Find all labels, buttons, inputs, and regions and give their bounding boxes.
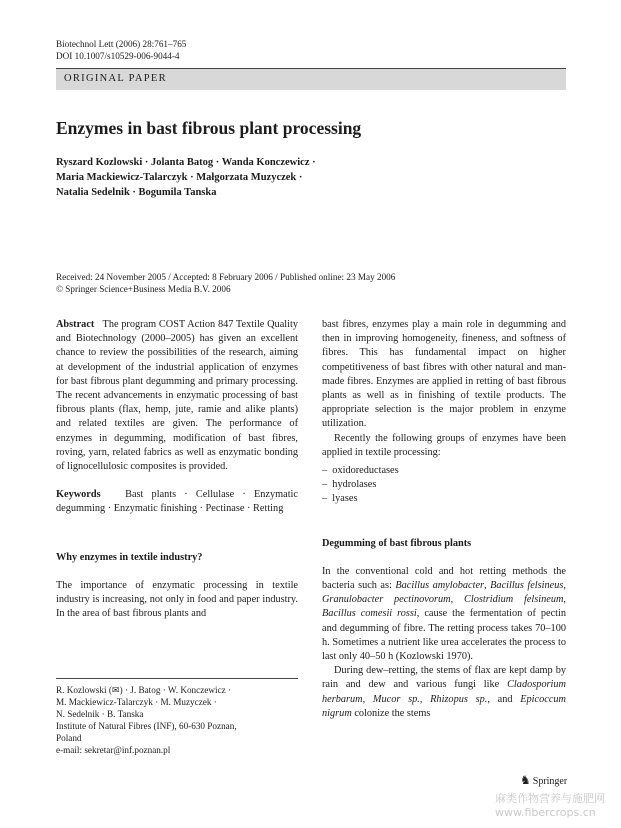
author-list — [56, 155, 316, 200]
abstract — [56, 318, 298, 474]
right-column — [322, 318, 566, 721]
section-label-bar — [56, 68, 566, 90]
doi-line: DOI 10.1007/s10529-006-9044-4 — [56, 51, 180, 61]
watermark-line: www.fibercrops.cn — [495, 806, 596, 819]
email-line: e-mail: sekretar@inf.poznan.pl — [56, 745, 171, 755]
species-name: Bacillus amylobacter — [395, 580, 485, 592]
keywords — [56, 488, 298, 516]
affiliation-line: N. Sedelnik · B. Tanska — [56, 709, 144, 719]
left-column — [56, 318, 298, 621]
list-item: – hydrolases — [322, 478, 566, 492]
text-run: , cause the fermentation of pectin and degumming of fibre. The retting process takes 70–100 h. Sometimes a nutrient like urea accelerates the process to last only 40–50 h (Kozlowski 1970). — [322, 608, 567, 663]
species-name: Epicoccum nigrum — [322, 693, 566, 719]
text-run: , — [362, 693, 373, 705]
body-paragraph — [322, 565, 566, 664]
species-name: Clostridium felsineum — [463, 594, 564, 606]
affiliation-line: Poland — [56, 733, 82, 743]
section-label: ORIGINAL PAPER — [64, 73, 167, 84]
journal-citation — [56, 38, 186, 62]
species-name: Mucor sp. — [372, 693, 420, 705]
received-line: Received: 24 November 2005 / Accepted: 8 February 2006 / Published online: 23 May 2006 — [56, 272, 396, 282]
author-line: Natalia Sedelnik · Bogumila Tanska — [56, 187, 217, 198]
publisher-name: Springer — [532, 776, 568, 787]
publisher-logo — [520, 773, 567, 788]
species-name: Rhizopus sp. — [430, 693, 488, 705]
site-watermark — [495, 792, 605, 820]
body-paragraph — [322, 664, 566, 721]
text-run: , — [563, 580, 566, 592]
author-line: Ryszard Kozlowski · Jolanta Batog · Wanda Konczewicz · — [56, 157, 316, 168]
text-run: , — [484, 580, 491, 592]
copyright-line: © Springer Science+Business Media B.V. 2006 — [56, 284, 231, 294]
text-run: colonize the stems — [351, 707, 431, 719]
text-run: , — [563, 594, 566, 606]
list-item: – oxidoreductases — [322, 464, 566, 478]
section-heading: Why enzymes in textile industry? — [56, 551, 203, 563]
body-paragraph: The importance of enzymatic processing in textile industry is increasing, not only in food and paper industry. In the area of bast fibrous plants and — [56, 579, 298, 620]
abstract-text: The program COST Action 847 Textile Quality and Biotechnology (2000–2005) has given an excellent chance to review the possibilities of the research, aiming at development of the industrial application of enzymes for bast fibrous plant degumming and primary processing. The recent advancements in enzymatic processing of bast fibrous plants (flax, hemp, jute, ramie and alike plants) and related textiles are given. The performance of enzymes in degumming, modification of bast fibres, roving, yarn, related fabrics as well as enzymatic bonding of lignocellulosic composites is provided. — [56, 319, 298, 473]
body-paragraph: Recently the following groups of enzymes have been applied in textile processing: — [322, 432, 566, 458]
text-run: , and — [487, 693, 521, 705]
species-name: Bacillus comesii rossi — [322, 608, 417, 620]
publication-dates — [56, 271, 395, 295]
enzyme-group-list — [322, 464, 566, 507]
affiliation-line: Institute of Natural Fibres (INF), 60-630 Poznan, — [56, 721, 237, 731]
list-item: – lyases — [322, 492, 566, 506]
text-run: In the conventional cold and hot retting methods the bacteria such as: — [322, 565, 566, 592]
journal-line: Biotechnol Lett (2006) 28:761–765 — [56, 39, 187, 49]
species-name: Bacillus felsineus — [490, 580, 564, 592]
text-run: , — [419, 693, 431, 705]
keywords-text: Bast plants · Cellulase · Enzymatic degumming · Enzymatic finishing · Pectinase · Retting — [56, 489, 298, 515]
text-run: , — [450, 594, 464, 606]
keywords-label: Keywords — [56, 489, 101, 501]
species-name: Cladosporium herbarum — [322, 679, 566, 705]
abstract-label: Abstract — [56, 319, 95, 330]
text-run: During dew–retting, the stems of flax are kept damp by rain and dew and various fungi like — [322, 665, 566, 691]
springer-knight-icon: ♞ — [520, 773, 531, 787]
footnote-divider — [56, 678, 298, 679]
paper-title: Enzymes in bast fibrous plant processing — [56, 118, 362, 138]
affiliation-line: R. Kozlowski (✉) · J. Batog · W. Konczewicz · — [56, 685, 232, 695]
species-name: Granulobacter pectinovorum — [322, 594, 451, 606]
body-paragraph: bast fibres, enzymes play a main role in degumming and then in improving homogeneity, fineness, and softness of fibres. This has fundamental impact on higher competitiveness of bast fibres with other natural and man-made fibres. Enzymes are applied in retting of bast fibrous plants as well as in finishing of textile products. The appropriate selection is the major problem in enzyme utilization. — [322, 319, 566, 430]
author-line: Maria Mackiewicz-Talarczyk · Małgorzata Muzyczek · — [56, 172, 303, 183]
affiliation-footnote — [56, 684, 306, 756]
watermark-line: 麻类作物营养与施肥网 — [495, 792, 605, 805]
affiliation-line: M. Mackiewicz-Talarczyk · M. Muzyczek · — [56, 697, 217, 707]
section-heading: Degumming of bast fibrous plants — [322, 537, 472, 549]
